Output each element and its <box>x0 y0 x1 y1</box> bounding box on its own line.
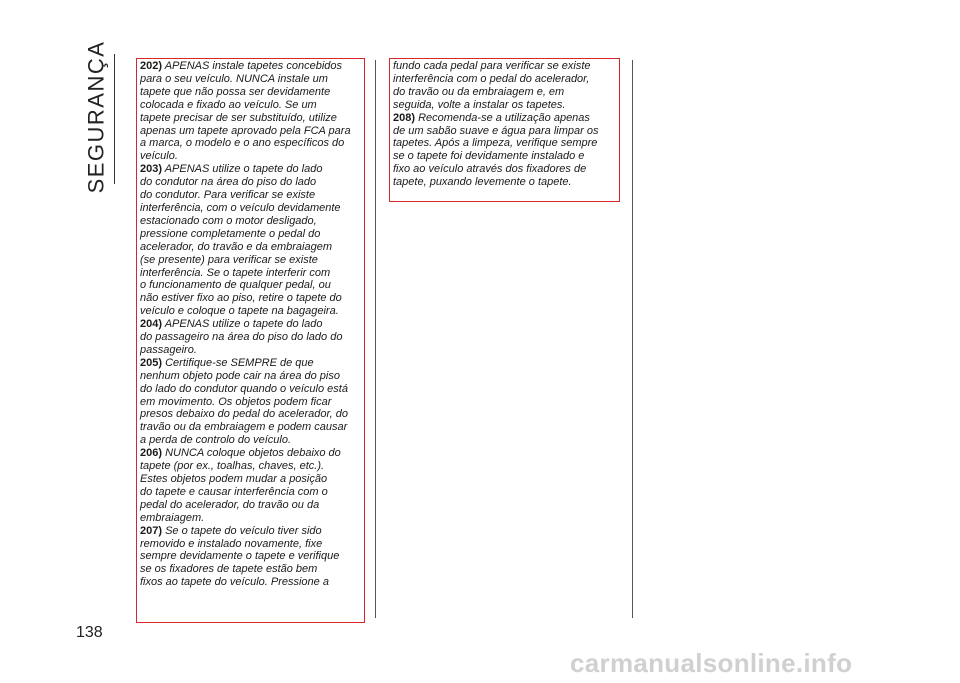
section-title: SEGURANÇA <box>83 40 109 194</box>
column-divider-2 <box>632 60 633 618</box>
warning-number: 208) <box>393 111 416 124</box>
warning-number: 203) <box>140 163 163 176</box>
warning-paragraph-202 <box>140 60 361 163</box>
warning-text: NUNCA coloque objetos debaixo do tapete (por ex., toalhas, chaves, etc.). Estes objetos podem mudar a posição do tapete e causar interferência com o pedal do acelerador, do travão ou da embraiagem. <box>140 447 341 524</box>
warning-box-column-2 <box>389 58 620 202</box>
warning-number: 206) <box>140 447 163 460</box>
warning-number: 205) <box>140 356 163 369</box>
column-divider-1 <box>375 60 376 618</box>
warning-paragraph-207 <box>140 525 361 590</box>
warning-paragraph-207-continued <box>393 60 616 112</box>
warning-paragraph-208 <box>393 112 616 189</box>
watermark: carmanualsonline.info <box>570 648 853 678</box>
warning-paragraph-205 <box>140 357 361 447</box>
warning-box-column-1 <box>136 58 365 623</box>
warning-paragraph-206 <box>140 447 361 524</box>
warning-number: 202) <box>140 60 163 72</box>
warning-text: APENAS utilize o tapete do lado do condutor na área do piso do lado do condutor. Para verificar se existe interferência, com o veículo devidamente estacionado com o motor desligado, pressione completamente o pedal do acelerador, do travão e da embraiagem (se presente) para verificar se existe interferência. Se o tapete interferir com o funcionamento de qualquer pedal, ou não estiver fixo ao piso, retire o tapete do veículo e coloque o tapete na bagageira. <box>140 163 342 318</box>
warning-paragraph-203 <box>140 163 361 318</box>
warning-text: APENAS utilize o tapete do lado do passageiro na área do piso do lado do passageiro. <box>140 318 343 356</box>
warning-text: Recomenda-se a utilização apenas de um sabão suave e água para limpar os tapetes. Após a limpeza, verifique sempre se o tapete foi devidamente instalado e fixo ao veículo através dos fixadores de tapete, puxando levemente o tapete. <box>393 111 599 189</box>
section-title-rule <box>114 54 115 184</box>
warning-text: Certifique-se SEMPRE de que nenhum objeto pode cair na área do piso do lado do condutor quando o veículo está em movimento. Os objetos podem ficar presos debaixo do pedal do acelerador, do travão ou da embraiagem e podem causar a perda de controlo do veículo. <box>140 356 348 447</box>
warning-text: APENAS instale tapetes concebidos para o seu veículo. NUNCA instale um tapete que não possa ser devidamente colocada e fixado ao veículo. Se um tapete precisar de ser substituído, utilize apenas um tapete aprovado pela FCA para a marca, o modelo e o ano específicos do veículo. <box>140 60 351 163</box>
warning-text: Se o tapete do veículo tiver sido removido e instalado novamente, fixe sempre devidamente o tapete e verifique se os fixadores de tapete estão bem fixos ao tapete do veículo. Pressione a <box>140 524 340 589</box>
warning-paragraph-204 <box>140 318 361 357</box>
page-number: 138 <box>76 624 103 641</box>
warning-text: fundo cada pedal para verificar se existe interferência com o pedal do acelerador, do travão ou da embraiagem e, em seguida, volte a instalar os tapetes. <box>393 60 591 111</box>
warning-number: 207) <box>140 524 163 537</box>
warning-number: 204) <box>140 318 163 331</box>
